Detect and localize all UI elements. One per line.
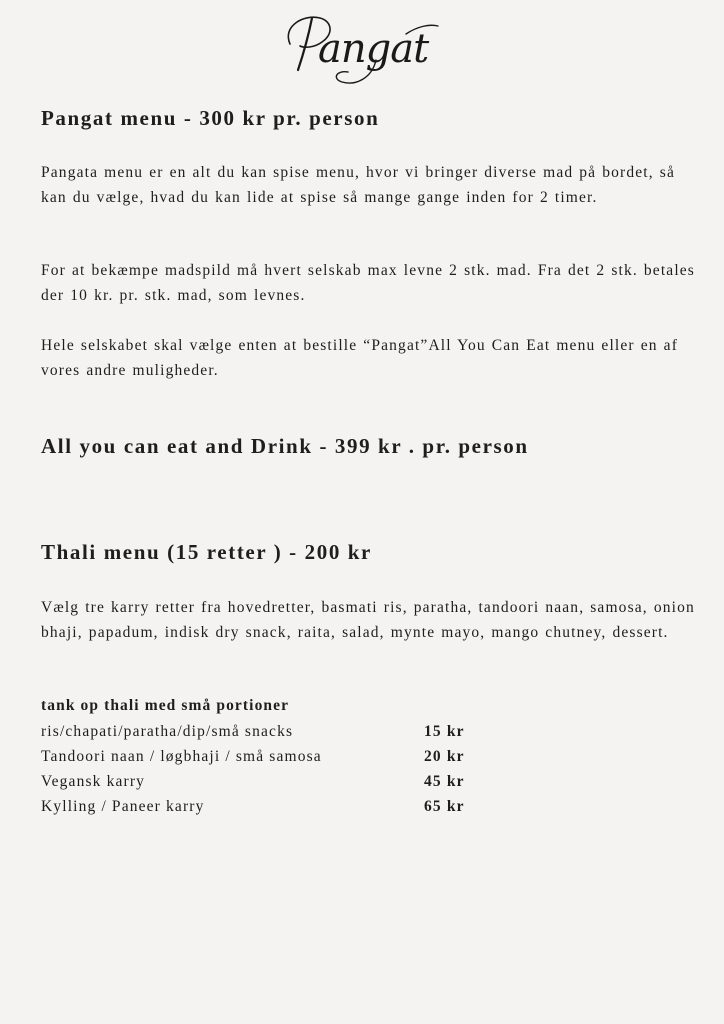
thali-menu-description: Vælg tre karry retter fra hovedretter, basmati ris, paratha, tandoori naan, samosa, onion bhaji, papadum, indisk dry snack, raita, salad, mynte mayo, mango chutney, dessert. [41, 599, 695, 641]
pangat-script-wordmark [272, 4, 452, 94]
group-order-policy: Hele selskabet skal vælge enten at bestille “Pangat”All You Can Eat menu eller en af vores andre muligheder. [41, 337, 679, 379]
item-name: Tandoori naan / løgbhaji / små samosa [41, 748, 322, 765]
section-title-pangat-menu: Pangat menu - 300 kr pr. person [41, 106, 380, 130]
item-name: Kylling / Paneer karry [41, 798, 205, 815]
svg-text:angat: angat [318, 26, 429, 72]
price-list-item [41, 771, 501, 796]
addons-price-list [41, 721, 501, 821]
food-waste-policy: For at bekæmpe madspild må hvert selskab max levne 2 stk. mad. Fra det 2 stk. betales der 10 kr. pr. stk. mad, som levnes. [41, 262, 695, 304]
section-title-all-you-can-eat-drink: All you can eat and Drink - 399 kr . pr. person [41, 434, 529, 458]
price-list-item [41, 721, 501, 746]
price-list-item [41, 796, 501, 821]
item-price: 20 kr [424, 748, 465, 765]
item-price: 45 kr [424, 773, 465, 790]
price-list-item [41, 746, 501, 771]
pangat-logo [0, 4, 724, 94]
addons-heading: tank op thali med små portioner [41, 697, 290, 714]
pangat-menu-description: Pangata menu er en alt du kan spise menu, hvor vi bringer diverse mad på bordet, så kan du vælge, hvad du kan lide at spise så mange gange inden for 2 timer. [41, 164, 675, 206]
item-price: 15 kr [424, 723, 465, 740]
section-title-thali-menu: Thali menu (15 retter ) - 200 kr [41, 540, 372, 564]
item-price: 65 kr [424, 798, 465, 815]
item-name: Vegansk karry [41, 773, 146, 790]
item-name: ris/chapati/paratha/dip/små snacks [41, 723, 294, 740]
